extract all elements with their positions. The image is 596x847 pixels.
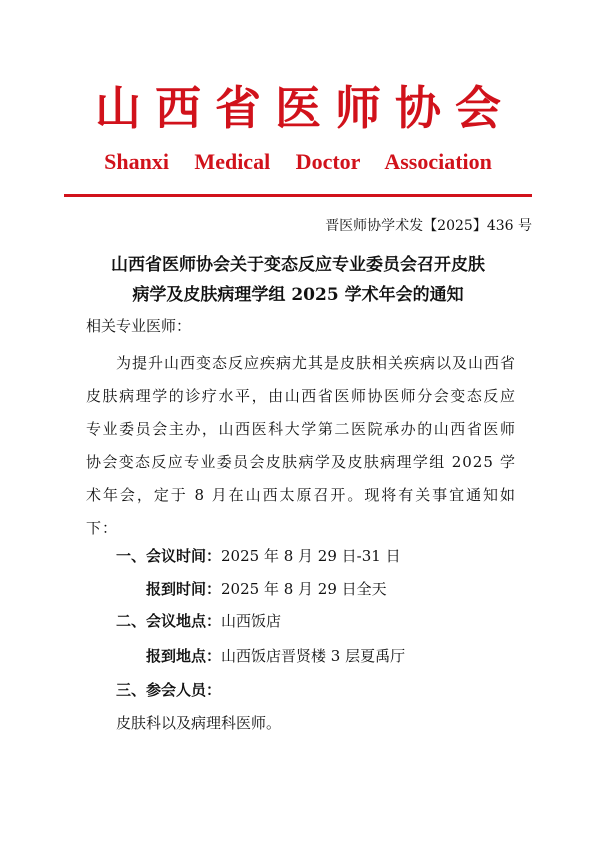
registration-venue-item (146, 645, 405, 667)
document-title (60, 250, 536, 310)
header-divider (64, 194, 532, 197)
registration-time-value: 2025 年 8 月 29 日全天 (221, 580, 387, 598)
registration-venue-label: 报到地点： (146, 647, 222, 665)
attendees-label: 三、参会人员： (116, 681, 222, 699)
meeting-venue-label: 二、会议地点： (116, 612, 222, 630)
org-name-english: Shanxi Medical Doctor Association (104, 149, 492, 174)
attendees-item (116, 679, 221, 701)
registration-time-label: 报到时间： (146, 580, 222, 598)
document-number: 晋医师协学术发【2025】436 号 (325, 218, 532, 234)
meeting-venue-value: 山西饭店 (221, 612, 282, 630)
meeting-time-label: 一、会议时间： (116, 547, 222, 565)
attendees-description: 皮肤科以及病理科医师。 (116, 714, 282, 732)
org-name-chinese: 山西省医师协会 (95, 81, 515, 135)
registration-venue-value: 山西饭店晋贤楼 3 层夏禹厅 (221, 647, 406, 665)
title-line-2: 病学及皮肤病理学组 2025 学术年会的通知 (132, 285, 464, 305)
meeting-time-item (116, 545, 401, 567)
meeting-time-value: 2025 年 8 月 29 日-31 日 (221, 547, 401, 565)
registration-time-item (146, 578, 387, 600)
title-line-1: 山西省医师协会关于变态反应专业委员会召开皮肤 (111, 255, 485, 275)
meeting-venue-item (116, 610, 281, 632)
salutation: 相关专业医师： (86, 317, 192, 335)
body-paragraph: 为提升山西变态反应疾病尤其是皮肤相关疾病以及山西省皮肤病理学的诊疗水平，由山西省医师协医师分会变态反应专业委员会主办，山西医科大学第二医院承办的山西省医师协会变态反应专业委员会皮肤病学及皮肤病理学组 2025 学术年会，定于 8 月在山西太原召开。现将有关事宜通知如下： (86, 354, 517, 537)
